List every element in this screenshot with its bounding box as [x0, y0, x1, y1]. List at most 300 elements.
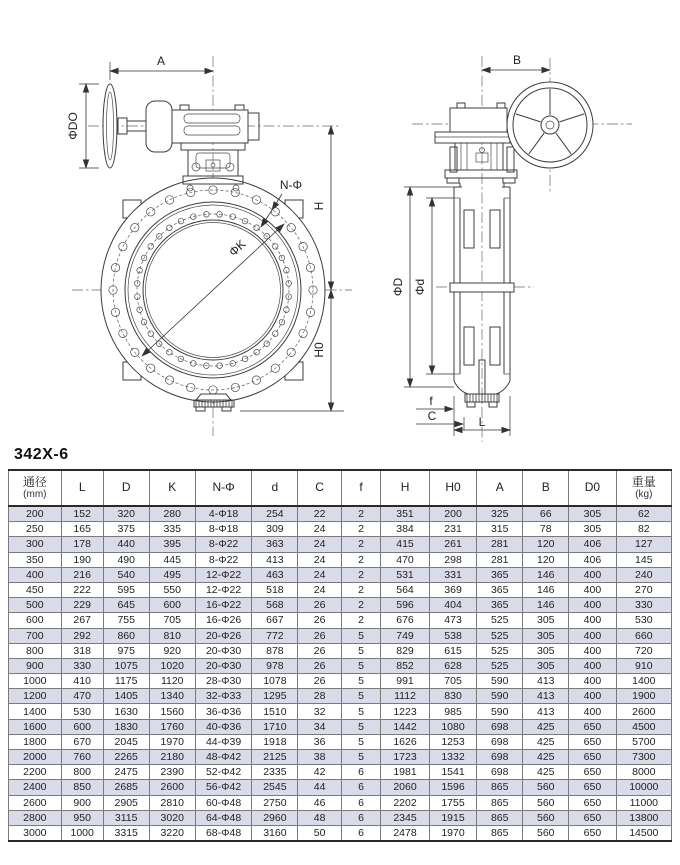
table-cell: 564: [381, 582, 430, 597]
table-cell: 320: [103, 506, 149, 522]
table-cell: 2600: [149, 780, 195, 795]
table-cell: 8000: [616, 765, 671, 780]
table-row: [9, 795, 672, 810]
table-cell: 1295: [252, 689, 298, 704]
table-cell: 351: [381, 506, 430, 522]
table-row: [9, 522, 672, 537]
table-cell: 7300: [616, 750, 671, 765]
table-cell: 415: [381, 537, 430, 552]
table-cell: 24: [298, 537, 341, 552]
table-cell: 1800: [9, 734, 62, 749]
table-cell: 16-Φ22: [195, 598, 252, 613]
table-cell: 26: [298, 628, 341, 643]
table-cell: 48: [298, 810, 341, 825]
table-cell: 698: [477, 719, 523, 734]
table-cell: 425: [523, 734, 569, 749]
table-cell: 550: [149, 582, 195, 597]
table-cell: 267: [61, 613, 103, 628]
table-cell: 38: [298, 750, 341, 765]
table-cell: 700: [9, 628, 62, 643]
table-cell: 292: [61, 628, 103, 643]
column-header: B: [523, 470, 569, 506]
table-cell: 24: [298, 522, 341, 537]
table-cell: 500: [9, 598, 62, 613]
table-cell: 216: [61, 567, 103, 582]
table-cell: 2: [341, 506, 380, 522]
table-cell: 1400: [9, 704, 62, 719]
table-cell: 315: [477, 522, 523, 537]
table-row: [9, 658, 672, 673]
table-row: [9, 582, 672, 597]
table-cell: 1200: [9, 689, 62, 704]
table-row: [9, 719, 672, 734]
table-cell: 600: [149, 598, 195, 613]
table-cell: 1078: [252, 674, 298, 689]
table-cell: 32: [298, 704, 341, 719]
table-cell: 2600: [9, 795, 62, 810]
table-cell: 900: [9, 658, 62, 673]
table-cell: 178: [61, 537, 103, 552]
table-cell: 1332: [429, 750, 476, 765]
table-cell: 2345: [381, 810, 430, 825]
table-cell: 650: [569, 810, 616, 825]
table-cell: 560: [523, 780, 569, 795]
table-cell: 2: [341, 598, 380, 613]
table-cell: 560: [523, 810, 569, 825]
table-cell: 4-Φ18: [195, 506, 252, 522]
dim-label-phi-d-small: Φd: [413, 278, 427, 296]
dim-label-phi-d: ΦD: [391, 277, 405, 297]
table-cell: 800: [61, 765, 103, 780]
table-cell: 950: [61, 810, 103, 825]
table-cell: 305: [523, 643, 569, 658]
table-cell: 3315: [103, 825, 149, 841]
table-cell: 2265: [103, 750, 149, 765]
table-cell: 2800: [9, 810, 62, 825]
table-cell: 250: [9, 522, 62, 537]
column-header: L: [61, 470, 103, 506]
table-cell: 400: [569, 658, 616, 673]
table-cell: 305: [569, 506, 616, 522]
table-cell: 1175: [103, 674, 149, 689]
dim-label-phi-do: ΦDO: [66, 112, 80, 140]
handwheel-front: [103, 84, 117, 168]
table-row: [9, 537, 672, 552]
table-cell: 470: [381, 552, 430, 567]
model-code: 342X-6: [14, 446, 69, 463]
table-cell: 330: [616, 598, 671, 613]
table-cell: 590: [477, 689, 523, 704]
table-cell: 1830: [103, 719, 149, 734]
table-cell: 127: [616, 537, 671, 552]
table-cell: 650: [569, 795, 616, 810]
table-cell: 698: [477, 765, 523, 780]
table-row: [9, 780, 672, 795]
table-cell: 590: [477, 674, 523, 689]
table-cell: 400: [569, 567, 616, 582]
table-cell: 281: [477, 552, 523, 567]
column-header: H0: [429, 470, 476, 506]
table-cell: 34: [298, 719, 341, 734]
header-row: [9, 470, 672, 506]
table-cell: 1253: [429, 734, 476, 749]
table-cell: 2: [341, 567, 380, 582]
table-cell: 615: [429, 643, 476, 658]
column-header: K: [149, 470, 195, 506]
table-cell: 5: [341, 734, 380, 749]
table-cell: 395: [149, 537, 195, 552]
table-cell: 800: [9, 643, 62, 658]
column-header: H: [381, 470, 430, 506]
table-cell: 330: [61, 658, 103, 673]
table-cell: 200: [429, 506, 476, 522]
column-header: f: [341, 470, 380, 506]
table-cell: 120: [523, 552, 569, 567]
front-view-drawing: [66, 54, 352, 436]
table-cell: 1630: [103, 704, 149, 719]
table-cell: 413: [523, 674, 569, 689]
gear-actuator: [112, 101, 259, 152]
table-cell: 852: [381, 658, 430, 673]
dim-label-h0: H0: [312, 342, 326, 358]
table-cell: 2202: [381, 795, 430, 810]
table-cell: 1510: [252, 704, 298, 719]
table-cell: 531: [381, 567, 430, 582]
table-row: [9, 750, 672, 765]
table-body: [9, 506, 672, 841]
table-cell: 425: [523, 765, 569, 780]
table-cell: 490: [103, 552, 149, 567]
table-cell: 2060: [381, 780, 430, 795]
table-cell: 10000: [616, 780, 671, 795]
table-cell: 145: [616, 552, 671, 567]
table-cell: 2000: [9, 750, 62, 765]
table-cell: 281: [477, 537, 523, 552]
table-cell: 560: [523, 795, 569, 810]
table-cell: 400: [569, 582, 616, 597]
table-cell: 32-Φ33: [195, 689, 252, 704]
table-cell: 16-Φ26: [195, 613, 252, 628]
table-cell: 62: [616, 506, 671, 522]
table-cell: 600: [61, 719, 103, 734]
column-header: A: [477, 470, 523, 506]
table-cell: 1400: [616, 674, 671, 689]
table-cell: 22: [298, 506, 341, 522]
table-cell: 60-Φ48: [195, 795, 252, 810]
table-cell: 1710: [252, 719, 298, 734]
table-cell: 473: [429, 613, 476, 628]
table-cell: 66: [523, 506, 569, 522]
table-cell: 3115: [103, 810, 149, 825]
table-cell: 830: [429, 689, 476, 704]
table-cell: 26: [298, 658, 341, 673]
table-cell: 52-Φ42: [195, 765, 252, 780]
table-cell: 3020: [149, 810, 195, 825]
table-cell: 231: [429, 522, 476, 537]
table-cell: 2: [341, 537, 380, 552]
table-cell: 2335: [252, 765, 298, 780]
table-cell: 190: [61, 552, 103, 567]
table-cell: 48-Φ42: [195, 750, 252, 765]
table-cell: 375: [103, 522, 149, 537]
table-cell: 26: [298, 598, 341, 613]
table-cell: 26: [298, 643, 341, 658]
table-cell: 14500: [616, 825, 671, 841]
table-cell: 525: [477, 643, 523, 658]
table-cell: 440: [103, 537, 149, 552]
table-cell: 305: [523, 613, 569, 628]
table-cell: 12-Φ22: [195, 567, 252, 582]
table-cell: 6: [341, 795, 380, 810]
table-cell: 760: [61, 750, 103, 765]
table-cell: 1340: [149, 689, 195, 704]
table-cell: 305: [523, 628, 569, 643]
table-cell: 1442: [381, 719, 430, 734]
table-cell: 20-Φ26: [195, 628, 252, 643]
table-cell: 1020: [149, 658, 195, 673]
table-cell: 254: [252, 506, 298, 522]
column-header: N-Φ: [195, 470, 252, 506]
table-cell: 363: [252, 537, 298, 552]
table-cell: 20-Φ30: [195, 643, 252, 658]
table-cell: 11000: [616, 795, 671, 810]
table-cell: 298: [429, 552, 476, 567]
table-cell: 6: [341, 825, 380, 841]
table-row: [9, 704, 672, 719]
table-cell: 3220: [149, 825, 195, 841]
table-cell: 1541: [429, 765, 476, 780]
dim-label-n-phi: N-Φ: [279, 178, 303, 192]
table-cell: 2810: [149, 795, 195, 810]
table-cell: 369: [429, 582, 476, 597]
table-row: [9, 765, 672, 780]
table-cell: 667: [252, 613, 298, 628]
table-cell: 2960: [252, 810, 298, 825]
table-row: [9, 643, 672, 658]
dim-label-b: B: [512, 53, 522, 67]
table-cell: 2905: [103, 795, 149, 810]
table-cell: 365: [477, 582, 523, 597]
table-cell: 518: [252, 582, 298, 597]
table-cell: 400: [569, 674, 616, 689]
table-cell: 1112: [381, 689, 430, 704]
table-cell: 222: [61, 582, 103, 597]
table-cell: 2125: [252, 750, 298, 765]
table-cell: 5: [341, 689, 380, 704]
table-cell: 24: [298, 567, 341, 582]
table-cell: 1970: [429, 825, 476, 841]
table-cell: 829: [381, 643, 430, 658]
table-cell: 2600: [616, 704, 671, 719]
table-cell: 305: [523, 658, 569, 673]
table-cell: 1405: [103, 689, 149, 704]
table-cell: 400: [9, 567, 62, 582]
table-cell: 5: [341, 628, 380, 643]
table-cell: 28: [298, 689, 341, 704]
table-cell: 1223: [381, 704, 430, 719]
table-cell: 2750: [252, 795, 298, 810]
table-cell: 5: [341, 643, 380, 658]
table-cell: 860: [103, 628, 149, 643]
table-cell: 698: [477, 750, 523, 765]
table-cell: 44-Φ39: [195, 734, 252, 749]
table-cell: 595: [103, 582, 149, 597]
table-cell: 82: [616, 522, 671, 537]
table-cell: 865: [477, 780, 523, 795]
table-row: [9, 689, 672, 704]
table-cell: 525: [477, 658, 523, 673]
table-cell: 865: [477, 825, 523, 841]
table-cell: 4500: [616, 719, 671, 734]
table-cell: 978: [252, 658, 298, 673]
table-cell: 2475: [103, 765, 149, 780]
table-cell: 305: [569, 522, 616, 537]
table-cell: 24: [298, 582, 341, 597]
table-cell: 400: [569, 704, 616, 719]
dimension-table: [8, 469, 672, 842]
side-view-drawing: [391, 53, 632, 442]
table-cell: 2: [341, 613, 380, 628]
table-cell: 6: [341, 780, 380, 795]
table-cell: 810: [149, 628, 195, 643]
table-row: [9, 734, 672, 749]
table-cell: 50: [298, 825, 341, 841]
table-cell: 400: [569, 643, 616, 658]
table-cell: 365: [477, 598, 523, 613]
table-cell: 384: [381, 522, 430, 537]
table-cell: 146: [523, 598, 569, 613]
table-cell: 3000: [9, 825, 62, 841]
table-cell: 596: [381, 598, 430, 613]
dim-label-a: A: [156, 54, 166, 68]
table-cell: 42: [298, 765, 341, 780]
table-cell: 26: [298, 613, 341, 628]
table-cell: 1000: [61, 825, 103, 841]
table-cell: 413: [252, 552, 298, 567]
table-cell: 2180: [149, 750, 195, 765]
table-cell: 3160: [252, 825, 298, 841]
table-cell: 5: [341, 704, 380, 719]
table-cell: 495: [149, 567, 195, 582]
table-cell: 2685: [103, 780, 149, 795]
table-cell: 5: [341, 719, 380, 734]
table-cell: 318: [61, 643, 103, 658]
table-cell: 1120: [149, 674, 195, 689]
table-cell: 772: [252, 628, 298, 643]
table-cell: 525: [477, 613, 523, 628]
table-header: [9, 470, 672, 506]
table-cell: 1600: [9, 719, 62, 734]
dim-label-f: f: [429, 394, 433, 408]
table-cell: 1560: [149, 704, 195, 719]
table-cell: 270: [616, 582, 671, 597]
table-cell: 850: [61, 780, 103, 795]
table-cell: 410: [61, 674, 103, 689]
table-cell: 645: [103, 598, 149, 613]
table-cell: 400: [569, 613, 616, 628]
column-header: C: [298, 470, 341, 506]
table-cell: 865: [477, 810, 523, 825]
table-cell: 8-Φ18: [195, 522, 252, 537]
table-cell: 350: [9, 552, 62, 567]
table-cell: 910: [616, 658, 671, 673]
table-cell: 1626: [381, 734, 430, 749]
table-cell: 450: [9, 582, 62, 597]
table-cell: 240: [616, 567, 671, 582]
table-cell: 404: [429, 598, 476, 613]
table-cell: 676: [381, 613, 430, 628]
disc-edge: [450, 283, 514, 292]
table-cell: 78: [523, 522, 569, 537]
table-cell: 425: [523, 750, 569, 765]
table-cell: 650: [569, 765, 616, 780]
gearbox-side: [435, 103, 517, 187]
table-cell: 280: [149, 506, 195, 522]
table-cell: 705: [429, 674, 476, 689]
table-cell: 20-Φ30: [195, 658, 252, 673]
table-cell: 650: [569, 750, 616, 765]
table-row: [9, 567, 672, 582]
table-row: [9, 506, 672, 522]
table-cell: 865: [477, 795, 523, 810]
table-cell: 26: [298, 674, 341, 689]
table-cell: 200: [9, 506, 62, 522]
table-cell: 600: [9, 613, 62, 628]
table-cell: 2400: [9, 780, 62, 795]
table-cell: 650: [569, 825, 616, 841]
table-cell: 1075: [103, 658, 149, 673]
table-row: [9, 598, 672, 613]
table-cell: 2: [341, 582, 380, 597]
table-cell: 1760: [149, 719, 195, 734]
table-cell: 64-Φ48: [195, 810, 252, 825]
table-cell: 6: [341, 765, 380, 780]
table-cell: 5: [341, 658, 380, 673]
table-row: [9, 628, 672, 643]
table-cell: 68-Φ48: [195, 825, 252, 841]
table-cell: 400: [569, 598, 616, 613]
table-cell: 44: [298, 780, 341, 795]
table-cell: 2200: [9, 765, 62, 780]
table-cell: 24: [298, 552, 341, 567]
table-cell: 1900: [616, 689, 671, 704]
dim-label-h: H: [312, 201, 326, 211]
table-cell: 560: [523, 825, 569, 841]
table-cell: 2545: [252, 780, 298, 795]
column-header: 重量 (kg): [616, 470, 671, 506]
table-cell: 309: [252, 522, 298, 537]
table-cell: 5700: [616, 734, 671, 749]
table-cell: 36-Φ36: [195, 704, 252, 719]
table-cell: 1918: [252, 734, 298, 749]
table-cell: 229: [61, 598, 103, 613]
table-cell: 991: [381, 674, 430, 689]
table-cell: 413: [523, 689, 569, 704]
table-cell: 12-Φ22: [195, 582, 252, 597]
table-cell: 530: [616, 613, 671, 628]
table-cell: 8-Φ22: [195, 552, 252, 567]
table-cell: 975: [103, 643, 149, 658]
table-cell: 650: [569, 734, 616, 749]
table-cell: 46: [298, 795, 341, 810]
table-cell: 406: [569, 552, 616, 567]
table-cell: 8-Φ22: [195, 537, 252, 552]
table-cell: 400: [569, 628, 616, 643]
handwheel-side: [507, 82, 593, 168]
table-cell: 705: [149, 613, 195, 628]
table-cell: 660: [616, 628, 671, 643]
table-cell: 670: [61, 734, 103, 749]
